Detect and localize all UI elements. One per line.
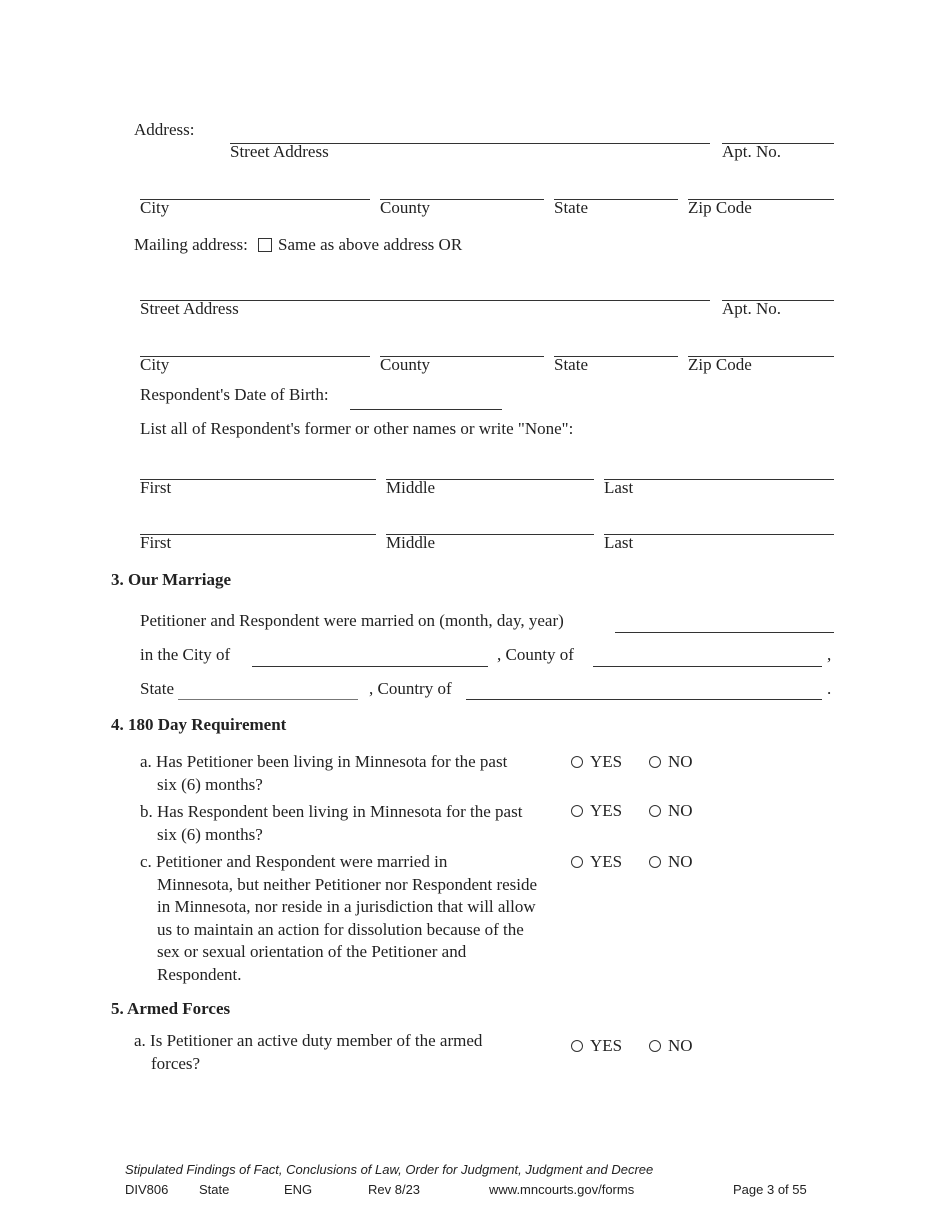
county-of-label: , County of [497, 645, 574, 664]
marriage-county-field[interactable] [593, 666, 822, 667]
question-4b-line1: b. Has Respondent been living in Minnesota for the past [140, 802, 523, 821]
address-zip-label: Zip Code [688, 198, 752, 217]
question-4b-no-radio[interactable] [649, 801, 693, 821]
question-4c-no-radio[interactable] [649, 852, 693, 872]
no-label: NO [668, 852, 693, 871]
mailing-county-label: County [380, 355, 431, 374]
footer-page-number: Page 3 of 55 [733, 1182, 807, 1197]
section-3-heading: 3. Our Marriage [111, 570, 232, 589]
radio-circle-icon [649, 856, 661, 868]
former-name-1-first-field[interactable] [140, 479, 376, 480]
same-as-above-label: Same as above address OR [278, 235, 463, 254]
radio-circle-icon [571, 805, 583, 817]
same-as-above-checkbox[interactable] [258, 238, 272, 252]
former-name-2-last-field[interactable] [604, 534, 834, 535]
address-city-label: City [140, 198, 170, 217]
radio-circle-icon [571, 756, 583, 768]
question-4a [140, 751, 565, 796]
question-4a-line1: a. Has Petitioner been living in Minnesota for the past [140, 752, 508, 771]
former-name-2-first-field[interactable] [140, 534, 376, 535]
yes-label: YES [590, 1036, 623, 1055]
question-5a-line2: forces? [151, 1053, 201, 1073]
question-4a-no-radio[interactable] [649, 752, 693, 772]
question-5a-no-radio[interactable] [649, 1036, 693, 1056]
question-5a [134, 1030, 559, 1075]
address-street-label: Street Address [230, 142, 329, 161]
radio-circle-icon [649, 805, 661, 817]
dob-field[interactable] [350, 409, 502, 410]
radio-circle-icon [649, 756, 661, 768]
mailing-state-label: State [554, 355, 588, 374]
marriage-city-field[interactable] [252, 666, 488, 667]
marriage-date-field[interactable] [615, 632, 834, 633]
address-county-label: County [380, 198, 431, 217]
marriage-country-field[interactable] [466, 699, 822, 700]
mailing-address-row [134, 235, 462, 255]
yes-label: YES [590, 801, 623, 820]
county-comma: , [827, 645, 832, 664]
former-name-2-middle-label: Middle [386, 533, 436, 552]
former-name-1-last-label: Last [604, 478, 634, 497]
address-city-field[interactable] [140, 199, 370, 200]
former-name-1-last-field[interactable] [604, 479, 834, 480]
married-on-label: Petitioner and Respondent were married on (month, day, year) [140, 611, 564, 630]
section-4-heading: 4. 180 Day Requirement [111, 715, 287, 734]
footer-revision: Rev 8/23 [368, 1182, 421, 1197]
country-of-label: , Country of [369, 679, 452, 698]
country-period: . [827, 679, 832, 698]
mailing-city-label: City [140, 355, 170, 374]
yes-label: YES [590, 852, 623, 871]
no-label: NO [668, 752, 693, 771]
mailing-zip-label: Zip Code [688, 355, 752, 374]
question-4a-line2: six (6) months? [157, 774, 263, 794]
mailing-address-label: Mailing address: [134, 235, 248, 254]
section-5-heading: 5. Armed Forces [111, 999, 231, 1018]
former-name-2-last-label: Last [604, 533, 634, 552]
state-label: State [140, 679, 174, 698]
former-names-instruction: List all of Respondent's former or other names or write "None": [140, 419, 574, 438]
no-label: NO [668, 1036, 693, 1055]
question-4a-yes-radio[interactable] [571, 752, 622, 772]
footer-url: www.mncourts.gov/forms [489, 1182, 635, 1197]
radio-circle-icon [571, 856, 583, 868]
city-of-label: in the City of [140, 645, 231, 664]
question-4b-yes-radio[interactable] [571, 801, 622, 821]
question-5a-yes-radio[interactable] [571, 1036, 622, 1056]
former-name-1-first-label: First [140, 478, 172, 497]
footer-form-code: DIV806 [125, 1182, 169, 1197]
no-label: NO [668, 801, 693, 820]
former-name-1-middle-label: Middle [386, 478, 436, 497]
question-4c-rest: Minnesota, but neither Petitioner nor Respondent reside in Minnesota, nor reside in a jurisdiction that will allow us to maintain an action for dissolution because of the sex or sexual orientation of the Petitioner and Respondent. [157, 874, 538, 984]
radio-circle-icon [649, 1040, 661, 1052]
footer-jurisdiction: State [199, 1182, 230, 1197]
marriage-state-field[interactable] [178, 699, 358, 700]
question-5a-line1: a. Is Petitioner an active duty member of the armed [134, 1031, 483, 1050]
dob-label: Respondent's Date of Birth: [140, 385, 329, 404]
mailing-city-field[interactable] [140, 356, 370, 357]
mailing-apt-label: Apt. No. [722, 299, 782, 318]
yes-label: YES [590, 752, 623, 771]
question-4b [140, 801, 570, 846]
address-apt-label: Apt. No. [722, 142, 782, 161]
question-4b-line2: six (6) months? [157, 824, 263, 844]
footer-language: ENG [284, 1182, 313, 1197]
mailing-street-label: Street Address [140, 299, 239, 318]
question-4c [140, 851, 550, 986]
question-4c-yes-radio[interactable] [571, 852, 622, 872]
address-label: Address: [134, 120, 195, 139]
question-4c-line1: c. Petitioner and Respondent were married in [140, 852, 448, 871]
footer-title: Stipulated Findings of Fact, Conclusions of Law, Order for Judgment, Judgment and Decree [125, 1162, 654, 1177]
radio-circle-icon [571, 1040, 583, 1052]
former-name-2-first-label: First [140, 533, 172, 552]
address-state-label: State [554, 198, 588, 217]
